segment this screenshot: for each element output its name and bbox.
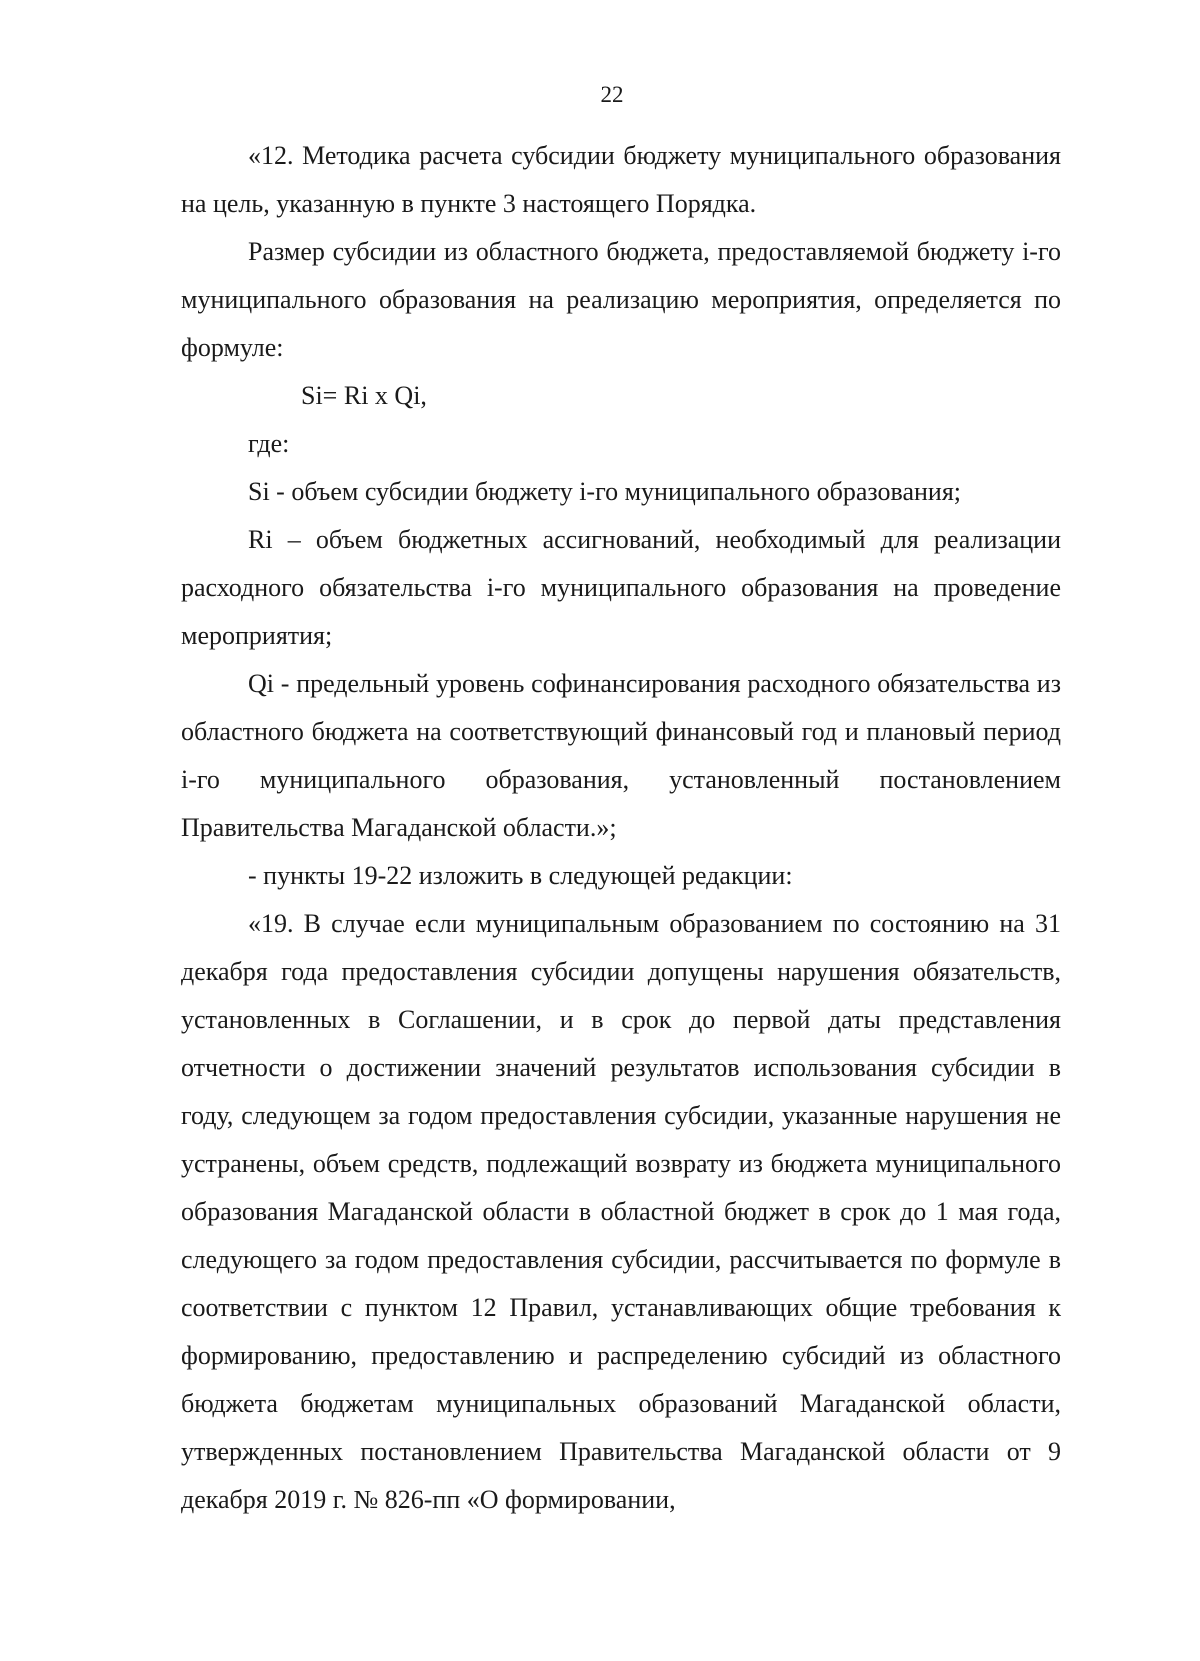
section-12-intro: Размер субсидии из областного бюджета, предоставляемой бюджету i-го муниципального образования на реализацию мероприятия, определяется по формуле: xyxy=(181,237,1061,362)
formula-where: где: xyxy=(248,429,290,458)
definition-si: Si - объем субсидии бюджету i-го муниципального образования; xyxy=(248,477,962,506)
amendment-instruction: - пункты 19-22 изложить в следующей редакции: xyxy=(248,861,793,890)
definition-qi: Qi - предельный уровень софинансирования расходного обязательства из областного бюджета на соответствующий финансовый год и плановый период i-го муниципального образования, установленный постановлением Правительства Магаданской области.»; xyxy=(181,669,1061,842)
document-body xyxy=(181,132,1061,1524)
formula: Si= Ri x Qi, xyxy=(301,381,427,410)
section-12-heading: «12. Методика расчета субсидии бюджету муниципального образования на цель, указанную в пункте 3 настоящего Порядка. xyxy=(181,141,1061,218)
section-19-text: «19. В случае если муниципальным образованием по состоянию на 31 декабря года предоставления субсидии допущены нарушения обязательств, установленных в Соглашении, и в срок до первой даты представления отчетности о достижении значений результатов использования субсидии в году, следующем за годом предоставления субсидии, указанные нарушения не устранены, объем средств, подлежащий возврату из бюджета муниципального образования Магаданской области в областной бюджет в срок до 1 мая года, следующего за годом предоставления субсидии, рассчитывается по формуле в соответствии с пунктом 12 Правил, устанавливающих общие требования к формированию, предоставлению и распределению субсидий из областного бюджета бюджетам муниципальных образований Магаданской области, утвержденных постановлением Правительства Магаданской области от 9 декабря 2019 г. № 826-пп «О формировании, xyxy=(181,909,1061,1514)
definition-ri: Ri – объем бюджетных ассигнований, необходимый для реализации расходного обязательства i-го муниципального образования на проведение мероприятия; xyxy=(181,525,1061,650)
page-number: 22 xyxy=(600,82,624,107)
